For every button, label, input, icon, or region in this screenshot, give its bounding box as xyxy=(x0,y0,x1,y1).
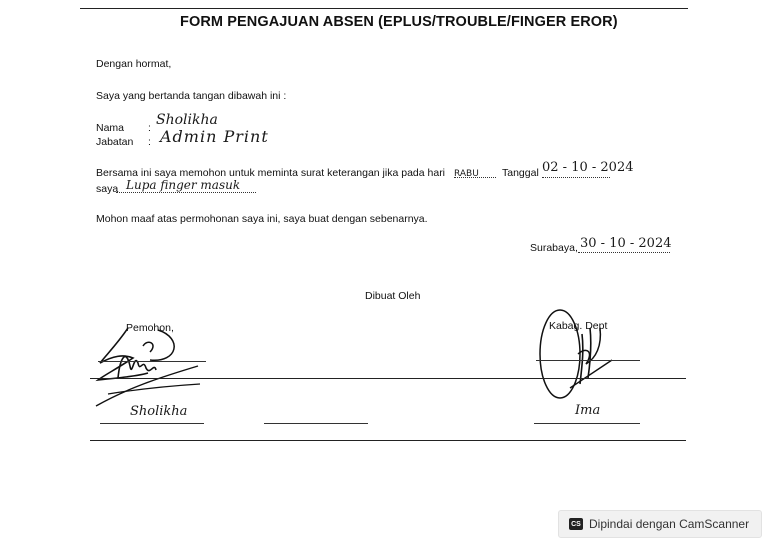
city-date-field xyxy=(578,234,670,253)
camscanner-icon: CS xyxy=(569,518,583,530)
reason-field xyxy=(116,176,256,193)
form-title: FORM PENGAJUAN ABSEN (EPLUS/TROUBLE/FINGER EROR) xyxy=(180,14,618,30)
reason-value: Lupa finger masuk xyxy=(126,178,241,192)
applicant-name-line xyxy=(100,423,204,424)
head-label: Kabag. Dept xyxy=(549,320,608,332)
camscanner-text: Dipindai dengan CamScanner xyxy=(589,517,750,531)
greeting: Dengan hormat, xyxy=(96,58,172,70)
head-sign-line xyxy=(536,360,640,361)
position-value: Admin Print xyxy=(160,127,269,146)
applicant-name: Sholikha xyxy=(130,404,188,419)
applicant-label: Pemohon, xyxy=(126,322,174,334)
intro-text: Saya yang bertanda tangan dibawah ini : xyxy=(96,90,287,102)
applicant-signature-icon xyxy=(88,318,208,413)
date-value: 02 - 10 - 2024 xyxy=(542,160,634,175)
closing-text: Mohon maaf atas permohonan saya ini, saya buat dengan sebenarnya. xyxy=(96,213,428,225)
made-by-label: Dibuat Oleh xyxy=(365,290,421,302)
applicant-sign-line xyxy=(98,361,206,362)
name-colon: : xyxy=(148,122,151,134)
top-rule xyxy=(80,8,688,9)
name-label: Nama xyxy=(96,122,125,134)
position-colon: : xyxy=(148,136,151,148)
name-value: Sholikha xyxy=(156,112,218,128)
reason-label: saya xyxy=(96,183,119,195)
city-date-value: 30 - 10 - 2024 xyxy=(580,236,672,251)
date-label: Tanggal xyxy=(502,167,539,179)
date-field xyxy=(542,158,634,178)
day-value: RABU xyxy=(454,169,479,179)
city-label: Surabaya, xyxy=(530,242,578,254)
middle-rule xyxy=(90,378,686,379)
head-name-line xyxy=(534,423,640,424)
head-name: Ima xyxy=(575,403,601,418)
middle-name-line xyxy=(264,423,368,424)
position-label: Jabatan xyxy=(96,136,134,148)
head-signature-icon xyxy=(532,306,622,406)
request-text: Bersama ini saya memohon untuk meminta surat keterangan jika pada hari xyxy=(96,167,446,179)
bottom-rule xyxy=(90,440,686,441)
day-field xyxy=(454,163,496,178)
camscanner-badge xyxy=(558,510,762,538)
